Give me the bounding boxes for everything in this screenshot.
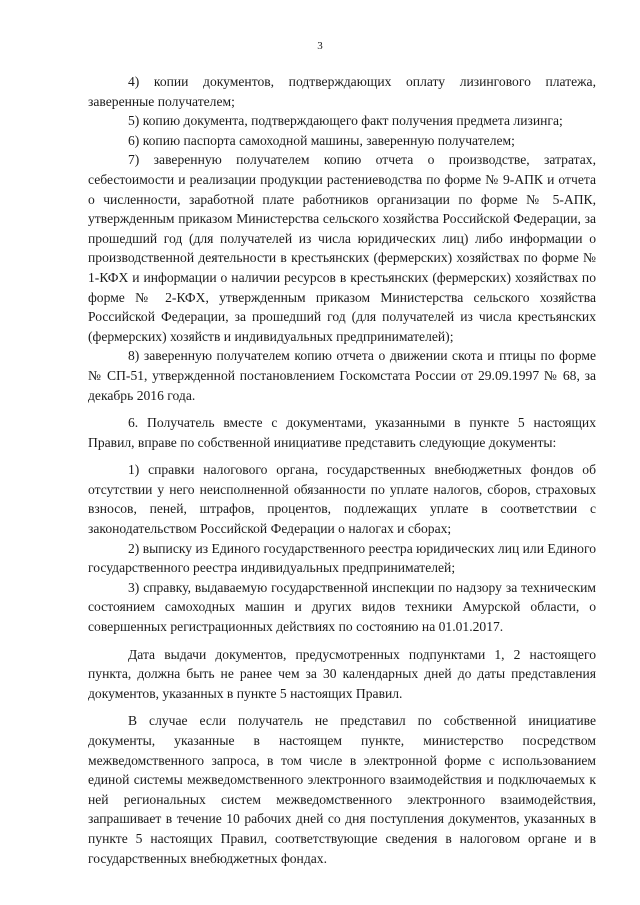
paragraph-item-5: 5) копию документа, подтверждающего факт получения предмета лизинга; [128,113,563,129]
paragraph-subitem-2: 2) выписку из Единого государственного реестра юридических лиц или Единого государственного реестра индивидуальных предпринимателей; [88,540,596,576]
paragraph-section-6: 6. Получатель вместе с документами, указанными в пункте 5 настоящих Правил, вправе по собственной инициативе представить следующие документы: [88,415,596,450]
paragraph-interagency-request: В случае если получатель не представил по собственной инициативе документы, указанные в настоящем пункте, министерство посредством межведомственного запроса, в том числе в электронной форме с использованием единой системы межведомственного электронного взаимодействия и подключаемых к ней региональных систем межведомственного электронного взаимодействия, запрашивает в течение 10 рабочих дней со дня поступления документов, указанных в пункте 5 настоящих Правил, соответствующие сведения в налоговом органе и в государственных внебюджетных фондах. [88,713,596,866]
paragraph-subitem-3: 3) справку, выдаваемую государственной инспекции по надзору за техническим состоянием самоходных машин и других видов техники Амурской области, о совершенных регистрационных действиях по состоянию на 01.01.2017. [88,579,596,635]
page-number: 3 [317,40,323,52]
document-body [88,72,596,868]
paragraph-item-6: 6) копию паспорта самоходной машины, заверенную получателем; [128,132,515,148]
paragraph-issue-date: Дата выдачи документов, предусмотренных подпунктами 1, 2 настоящего пункта, должна быть не ранее чем за 30 календарных дней до даты представления документов, указанных в пункте 5 настоящих Правил. [88,646,596,701]
paragraph-subitem-1: 1) справки налогового органа, государственных внебюджетных фондов об отсутствии у него неисполненной обязанности по уплате налогов, сборов, страховых взносов, пеней, штрафов, процентов, подлежащих уплате в соответствии с законодательством Российской Федерации о налогах и сборах; [88,462,596,537]
paragraph-item-8: 8) заверенную получателем копию отчета о движении скота и птицы по форме № СП-51, утвержденной постановлением Госкомстата России от 29.09.1997 № 68, за декабрь 2016 года. [88,348,596,403]
paragraph-item-4: 4) копии документов, подтверждающих оплату лизингового платежа, заверенные получателем; [88,74,596,109]
paragraph-item-7: 7) заверенную получателем копию отчета о производстве, затратах, себестоимости и реализации продукции растениеводства по форме № 9-АПК и отчета о численности, заработной плате работников организации по форме № 5-АПК, утвержденным приказом Министерства сельского хозяйства Российской Федерации, за прошедший год (для получателей из числа юридических лиц) либо информации о производственной деятельности в крестьянских (фермерских) хозяйствах по форме № 1-КФХ и информации о наличии ресурсов в крестьянских (фермерских) хозяйствах по форме № 2-КФХ, утвержденным приказом Министерства сельского хозяйства Российской Федерации, за прошедший год (для получателей из числа крестьянских (фермерских) хозяйств и индивидуальных предпринимателей); [88,152,596,344]
